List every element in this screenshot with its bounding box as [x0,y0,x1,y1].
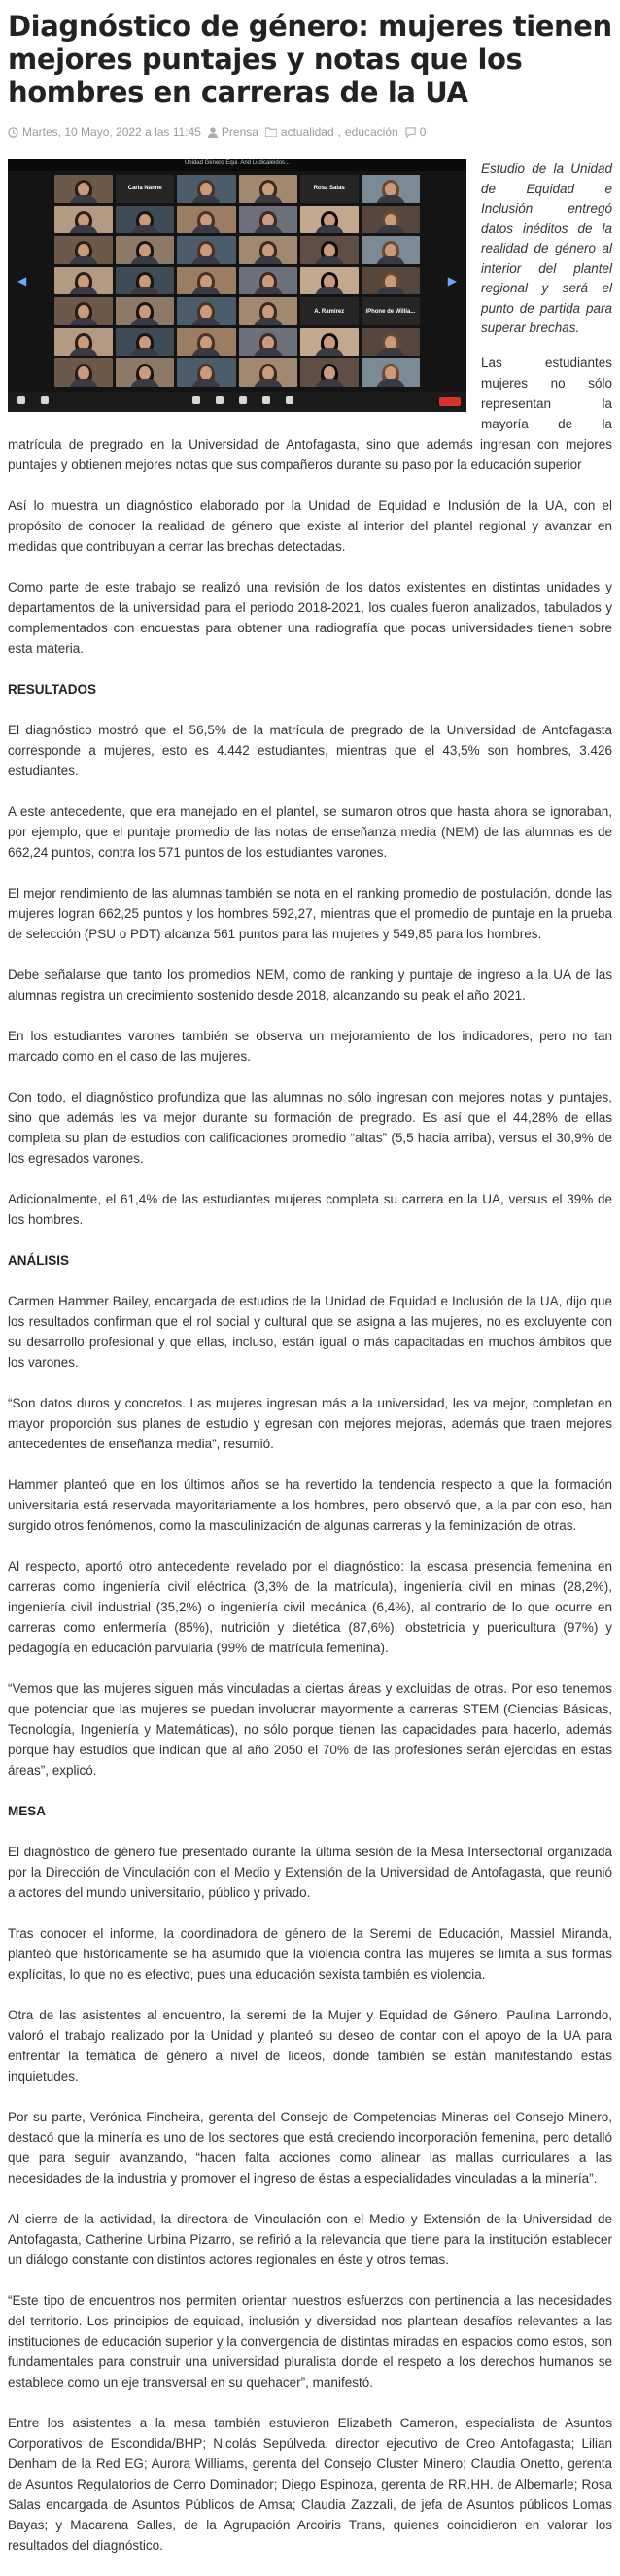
paragraph: Otra de las asistentes al encuentro, la seremi de la Mujer y Equidad de Género, Paulina Larrondo, valoró el trabajo realizado por la Unidad y planteó su deseo de contar con el apoyo de la UA para enfrentar la temática de género a nivel de liceos, donde también se están manifestando estas inquietudes. [8,2007,612,2084]
paragraph: En los estudiantes varones también se observa un mejoramiento de los indicadores, pero no tan marcado como en el caso de las mujeres. [8,1028,612,1064]
paragraph: Entre los asistentes a la mesa también estuvieron Elizabeth Cameron, especialista de Asuntos Corporativos de Escondida/BHP; Nicolás Sepúlveda, director ejecutivo de Creo Antofagasta; Lilian Denham de la Red EG; Aurora Williams, gerenta del Consejo Cluster Minero; Claudia Onetto, gerenta de Asuntos Regulatorios de Cerro Dominador; Diego Espinoza, gerenta de RR.HH. de Albemarle; Rosa Salas encargada de Asuntos Públicos de Amsa; Claudia Zazzali, de jefa de Asuntos públicos Lomas Bayas; y Macarena Salles, de la Agrupación Arcoiris Trans, quienes coincidieron en valorar los resultados del diagnóstico. [8,2415,612,2553]
participant-body [376,225,405,233]
meta-categories: actualidad , educación [265,125,398,139]
participant-name-tile [300,175,359,203]
participant-video-tile [300,328,359,356]
video-call-topbar [8,159,466,171]
participant-video-tile [300,358,359,387]
meta-date [8,125,201,139]
participant-video-tile [116,297,174,325]
participant-body [376,379,405,387]
paragraph: “Este tipo de encuentros nos permiten orientar nuestros esfuerzos con pertinencia a las necesidades del territorio. Los principios de equidad, inclusión y diversidad nos plantean desafíos relevantes a las instituciones de educación superior y la convergencia de distintas miradas en espacios como estos, son fundamentales para construir una universidad pluralista donde el respeto a los derechos humanos se establece como un eje transversal en su quehacer”, manifestó. [8,2292,612,2390]
participant-face [262,183,274,196]
meta-author[interactable] [208,125,258,139]
chevron-right-icon: ▶ [447,274,457,288]
participant-name: Carla Nanne [127,186,162,192]
participant-video-tile [239,206,297,234]
participant-body [69,348,98,356]
participant-body [130,379,159,387]
participant-video-tile [177,297,235,325]
participant-body [191,348,221,356]
meta-comments[interactable] [405,125,427,139]
date-text: Martes, 10 Mayo, 2022 a las 11:45 [22,125,201,139]
participant-body [254,348,283,356]
participant-body [191,318,221,325]
section-heading-analisis: ANÁLISIS [8,1252,70,1268]
participant-body [315,379,344,387]
participant-body [191,195,221,203]
section-heading-mesa: MESA [8,1803,47,1818]
participant-video-tile [116,328,174,356]
participant-body [69,379,98,387]
chat-icon [216,396,224,404]
reactions-icon [286,396,293,404]
participant-body [254,256,283,264]
participant-video-tile [239,328,297,356]
participant-video-tile [239,297,297,325]
article-meta [8,125,612,139]
paragraph: El diagnóstico mostró que el 56,5% de la matrícula de pregrado de la Universidad de Antofagasta corresponde a mujeres, esto es 4.442 estudiantes, mientras que el 43,5% son hombres, 3.426 estudiantes. [8,722,612,778]
participant-video-tile [362,236,420,264]
participant-body [69,195,98,203]
paragraph: “Vemos que las mujeres siguen más vinculadas a ciertas áreas y excluidas de otras. Por eso tenemos que potenciar que las mujeres se puedan involucrar mayormente a carreras STEM (Ciencias Básicas, Tecnología, Ingeniería y Matemáticas), no sólo porque tienen las capacidades para hacerlo, además porque hay estudios que indican que al año 2050 el 70% de las profesiones serán ejercidas en estas áreas”, explicó. [8,1680,612,1778]
participant-video-tile [362,358,420,387]
end-call-icon [439,397,461,406]
participant-body [315,256,344,264]
participant-body [191,256,221,264]
paragraph: Por su parte, Verónica Fincheira, gerenta del Consejo de Competencias Mineras del Consejo Minero, destacó que la minería es uno de los sectores que está creciendo incorporación femenina, pero detalló que para seguir avanzando, “hacen falta acciones como alinear las mallas curriculares a las necesidades de la industria y promover el ingreso de éstas a especialidades vinculadas a la minería”. [8,2109,612,2186]
paragraph: El mejor rendimiento de las alumnas también se nota en el ranking promedio de postulación, donde las mujeres logran 662,25 puntos y los hombres 592,27, mientras que el promedio de puntaje en la prueba de selección (PSU o PDT) alcanza 561 puntos para las mujeres y 549,85 para los hombres. [8,885,612,941]
paragraph: Al respecto, aportó otro antecedente revelado por el diagnóstico: la escasa presencia femenina en carreras como ingeniería civil eléctrica (3,3% de la matrícula), ingeniería civil en minas (28,2%), ingeniería civil industrial (35,2%) o ingeniería civil mecánica (6,4%), al contrario de lo que ocurre en carreras como enfermería (85%), nutrición y dietética (87,6%), obstetricia y puericultura (97%) y pedagogía en educación parvularia (99% de matrícula femenina). [8,1558,612,1655]
participant-body [69,318,98,325]
participant-body [254,225,283,233]
participant-body [254,318,283,325]
folder-icon [265,127,277,137]
author-link[interactable]: Prensa [221,125,258,139]
participant-body [130,287,159,294]
participant-video-tile [362,175,420,203]
participant-video-tile [177,236,235,264]
participant-body [315,348,344,356]
paragraph: Adicionalmente, el 61,4% de las estudiantes mujeres completa su carrera en la UA, versus el 39% de los hombres. [8,1191,612,1227]
participant-body [315,225,344,233]
article-title: Diagnóstico de género: mujeres tienen mejores puntajes y notas que los hombres en carreras de la UA [8,10,612,109]
participants-icon [192,396,200,404]
participant-video-tile [239,267,297,295]
section-heading-resultados: RESULTADOS [8,681,96,696]
article-image [8,159,466,412]
participant-body [130,256,159,264]
paragraph: “Son datos duros y concretos. Las mujeres ingresan más a la universidad, les va mejor, completan en mayor proporción sus planes de estudio y egresan con mejores mejoras, además que traen mejores antecedentes de enseñanza media”, resumió. [8,1395,612,1451]
participant-video-tile [300,206,359,234]
participant-body [69,287,98,294]
clock-icon [8,127,18,138]
user-icon [208,127,218,138]
participant-body [376,287,405,294]
participant-video-tile [362,328,420,356]
participant-video-tile [54,297,113,325]
paragraph: Hammer planteó que en los últimos años se ha revertido la tendencia respecto a que la formación universitaria está reservada mayoritariamente a los hombres, pero observó que, a la par con eso, han surgido otros fenómenos, como la masculinización de algunas carreras y la feminización de otras. [8,1476,612,1533]
participant-body [254,287,283,294]
participant-body [376,348,405,356]
participant-video-tile [362,206,420,234]
participant-video-tile [116,206,174,234]
participant-name: iPhone de Willia... [365,308,416,315]
camera-icon [41,396,49,404]
paragraph: Tras conocer el informe, la coordinadora de género de la Seremi de Educación, Massiel Miranda, planteó que históricamente se ha asumido que la violencia contra las mujeres se limita a sus formas explícitas, lo que no es efectivo, pues una educación sexista también es violencia. [8,1925,612,1982]
category-link-educacion[interactable]: educación [344,125,398,139]
video-call-toolbar [8,392,466,412]
participant-body [254,195,283,203]
category-link-actualidad[interactable]: actualidad [280,125,334,139]
participant-video-tile [177,206,235,234]
participant-face [385,183,396,196]
participant-body [130,348,159,356]
participant-video-tile [362,267,420,295]
chevron-left-icon: ◀ [17,274,27,288]
image-caption: Estudio de la Unidad de Equidad e Inclusión entregó datos inéditos de la realidad de género al interior del plantel regional y será el punto de partida para superar brechas. [481,161,612,335]
paragraph: El diagnóstico de género fue presentado durante la última sesión de la Mesa Intersectorial organizada por la Dirección de Vinculación con el Medio y Extensión de la Universidad de Antofagasta, que reunió a actores del mundo universitario, público y privado. [8,1844,612,1900]
participant-video-tile [177,328,235,356]
participant-video-tile [116,358,174,387]
participant-video-tile [116,236,174,264]
participant-body [69,256,98,264]
participant-body [69,225,98,233]
intro-paragraph: Las estudiantes mujeres no sólo representan la mayoría de la matrícula de pregrado en la Universidad de Antofagasta, sino que además ingresan con mejores puntajes y obtienen mejores notas que sus compañeros durante su paso por la educación superior [8,355,612,472]
participant-body [315,287,344,294]
participant-video-tile [54,267,113,295]
participant-name: A. Ramírez [314,308,345,315]
participant-body [254,379,283,387]
participant-video-tile [300,236,359,264]
paragraph: Carmen Hammer Bailey, encargada de estudios de la Unidad de Equidad e Inclusión de la UA, dijo que los resultados confirman que el rol social y cultural que se asigna a las mujeres, no es excluyente con su desarrollo profesional y que ellas, incluso, están igual o más capacitadas en muchos ámbitos que los varones. [8,1293,612,1370]
participant-body [191,225,221,233]
participant-name-tile [116,175,174,203]
video-call-title: Unidad Género Equi. And Ludicaleidos... [184,160,291,166]
share-icon [239,396,247,404]
participant-video-tile [54,206,113,234]
paragraph: Así lo muestra un diagnóstico elaborado por la Unidad de Equidad e Inclusión de la UA, con el propósito de conocer la realidad de género que existe al interior del plantel regional y avanzar en medidas que contribuyan a cerrar las brechas detectadas. [8,497,612,554]
participant-body [191,379,221,387]
participant-body [191,287,221,294]
participant-video-tile [239,358,297,387]
paragraph: Con todo, el diagnóstico profundiza que las alumnas no sólo ingresan con mejores notas y puntajes, sino que además les va mejor durante su formación de pregrado. Es así que el 44,28% de ellas completa su plan de estudios con calificaciones promedio “altas” (5,5 hacia arriba), versus el 30,9% de los egresados varones. [8,1089,612,1166]
record-icon [262,396,270,404]
participant-name-tile [362,297,420,325]
participant-video-tile [54,175,113,203]
mic-icon [17,396,25,404]
participant-video-tile [54,236,113,264]
participant-video-tile [239,236,297,264]
participant-name: Rosa Salas [313,186,345,192]
participant-video-tile [239,175,297,203]
participant-face [78,183,89,196]
participant-video-tile [177,267,235,295]
participant-body [376,256,405,264]
paragraph: Al cierre de la actividad, la directora de Vinculación con el Medio y Extensión de la Universidad de Antofagasta, Catherine Urbina Pizarro, se refirió a la relevancia que tiene para la institución establecer un diálogo constante con distintos actores regionales en éste y otros temas. [8,2211,612,2267]
participant-video-tile [300,267,359,295]
comment-icon [405,127,416,138]
participant-grid [54,175,420,387]
paragraph: Debe señalarse que tanto los promedios NEM, como de ranking y puntaje de ingreso a la UA de las alumnas registra un crecimiento sostenido desde 2018, alcanzando su peak el año 2021. [8,966,612,1002]
paragraph: A este antecedente, que era manejado en el plantel, se sumaron otros que hasta ahora se ignoraban, por ejemplo, que el puntaje promedio de las notas de enseñanza media (NEM) de las alumnas es de 662,24 puntos, contra los 571 puntos de los estudiantes varones. [8,803,612,860]
participant-body [130,225,159,233]
participant-video-tile [177,358,235,387]
participant-video-tile [54,328,113,356]
participant-body [130,318,159,325]
participant-video-tile [116,267,174,295]
participant-body [376,195,405,203]
participant-video-tile [54,358,113,387]
paragraph: Como parte de este trabajo se realizó una revisión de los datos existentes en distintas unidades y departamentos de la universidad para el periodo 2018-2021, los cuales fueron analizados, tabulados y complementados con encuestas para obtener una radiografía que pocas universidades tienen sobre esta materia. [8,579,612,656]
participant-video-tile [177,175,235,203]
participant-name-tile [300,297,359,325]
comments-count[interactable]: 0 [419,125,427,139]
